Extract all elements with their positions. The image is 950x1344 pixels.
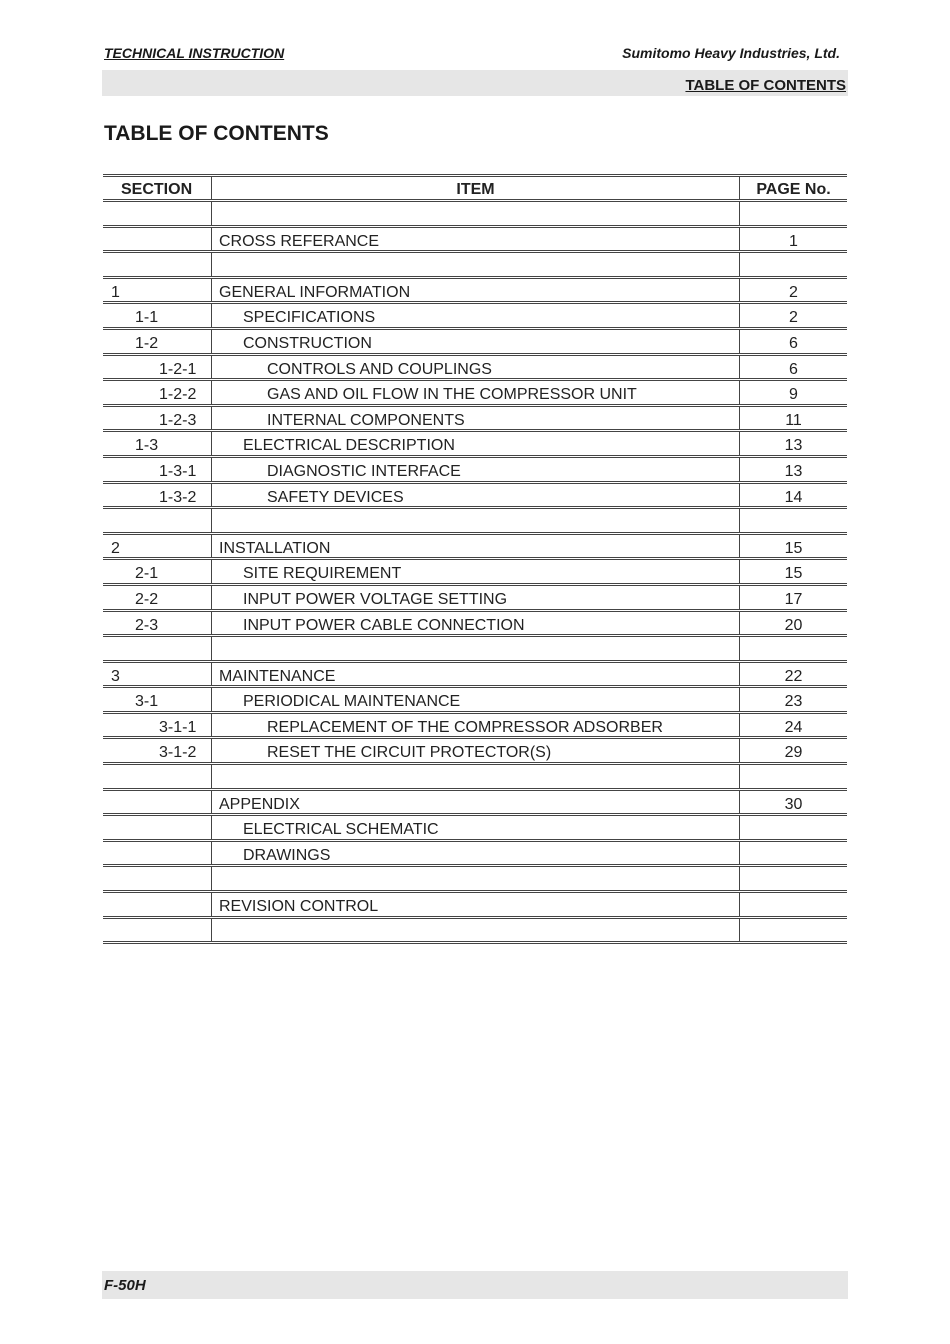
header-company: Sumitomo Heavy Industries, Ltd.	[622, 45, 840, 61]
toc-cell-item-title	[212, 228, 740, 251]
toc-cell-item-title	[212, 842, 740, 865]
toc-table	[103, 174, 847, 944]
toc-page-number: 14	[784, 488, 803, 506]
toc-row	[103, 381, 847, 407]
toc-cell-section-number	[103, 714, 212, 737]
toc-cell-section-number	[103, 688, 212, 711]
toc-cell-page-number	[740, 765, 847, 788]
toc-section-number: 3-1-1	[159, 718, 197, 736]
toc-section-number: 1-1	[135, 309, 159, 327]
toc-row	[103, 714, 847, 740]
toc-item-title: SAFETY DEVICES	[267, 488, 404, 506]
toc-item-title: MAINTENANCE	[219, 667, 336, 685]
toc-cell-item-title	[212, 304, 740, 327]
toc-cell-item-title	[212, 688, 740, 711]
toc-cell-item-title	[212, 791, 740, 814]
toc-cell-page-number	[740, 381, 847, 404]
toc-cell-item-title	[212, 509, 740, 532]
toc-page-number: 23	[784, 693, 803, 711]
toc-section-number: 1-2-2	[159, 386, 197, 404]
toc-cell-page-number	[740, 253, 847, 276]
toc-item-title: INSTALLATION	[219, 539, 331, 557]
toc-row	[103, 279, 847, 305]
toc-page-number: 29	[784, 744, 803, 762]
toc-page-number: 24	[784, 718, 803, 736]
toc-page-number: 9	[789, 386, 798, 404]
toc-row	[103, 612, 847, 638]
toc-item-title: CONTROLS AND COUPLINGS	[267, 360, 492, 378]
toc-item-title: CONSTRUCTION	[243, 334, 372, 352]
toc-cell-section-number	[103, 253, 212, 276]
toc-cell-page-number	[740, 688, 847, 711]
toc-page-number: 17	[784, 590, 803, 608]
toc-row	[103, 304, 847, 330]
header-band-label: TABLE OF CONTENTS	[685, 77, 846, 94]
toc-cell-item-title	[212, 560, 740, 583]
toc-item-title: DIAGNOSTIC INTERFACE	[267, 462, 461, 480]
toc-row	[103, 893, 847, 919]
toc-page-number: 2	[789, 309, 798, 327]
toc-cell-page-number	[740, 612, 847, 635]
toc-cell-page-number	[740, 560, 847, 583]
toc-item-title: INTERNAL COMPONENTS	[267, 411, 465, 429]
toc-section-number: 1	[111, 283, 120, 301]
toc-cell-section-number	[103, 381, 212, 404]
toc-cell-page-number	[740, 714, 847, 737]
toc-cell-section-number	[103, 791, 212, 814]
toc-item-title: INPUT POWER CABLE CONNECTION	[243, 616, 525, 634]
toc-cell-item-title	[212, 867, 740, 890]
toc-row	[103, 253, 847, 279]
toc-row	[103, 842, 847, 868]
toc-item-title: RESET THE CIRCUIT PROTECTOR(S)	[267, 744, 552, 762]
toc-section-number: 2-1	[135, 565, 159, 583]
toc-row	[103, 765, 847, 791]
toc-page-number: 6	[789, 360, 798, 378]
toc-cell-section-number	[103, 816, 212, 839]
toc-item-title: GAS AND OIL FLOW IN THE COMPRESSOR UNIT	[267, 386, 637, 404]
toc-cell-section-number	[103, 535, 212, 558]
toc-cell-section-number	[103, 663, 212, 686]
toc-item-title: INPUT POWER VOLTAGE SETTING	[243, 590, 508, 608]
toc-item-title: PERIODICAL MAINTENANCE	[243, 693, 461, 711]
toc-cell-item-title	[212, 714, 740, 737]
toc-item-title: REVISION CONTROL	[219, 898, 379, 916]
toc-cell-page-number	[740, 279, 847, 302]
toc-item-title: CROSS REFERANCE	[219, 232, 380, 250]
toc-row	[103, 688, 847, 714]
toc-cell-section-number	[103, 330, 212, 353]
header-band	[102, 70, 848, 96]
toc-cell-page-number	[740, 816, 847, 839]
toc-cell-section-number	[103, 202, 212, 225]
toc-cell-item-title	[212, 586, 740, 609]
toc-cell-section-number	[103, 407, 212, 430]
toc-cell-page-number	[740, 484, 847, 507]
toc-page-number: 13	[784, 462, 803, 480]
toc-page-number: 20	[784, 616, 803, 634]
toc-cell-section-number	[103, 304, 212, 327]
toc-cell-page-number	[740, 330, 847, 353]
column-header-page: PAGE No.	[756, 181, 831, 198]
toc-cell-section-number	[103, 432, 212, 455]
toc-row	[103, 356, 847, 382]
toc-cell-page-number	[740, 842, 847, 865]
toc-cell-page-number	[740, 739, 847, 762]
toc-item-title: SPECIFICATIONS	[243, 309, 376, 327]
toc-row	[103, 791, 847, 817]
toc-cell-item-title	[212, 432, 740, 455]
toc-cell-page-number	[740, 586, 847, 609]
toc-cell-item-title	[212, 739, 740, 762]
toc-cell-page-number	[740, 535, 847, 558]
toc-row	[103, 484, 847, 510]
toc-page-number: 22	[784, 667, 803, 685]
toc-page-number: 11	[785, 411, 802, 429]
toc-cell-page-number	[740, 663, 847, 686]
toc-item-title: DRAWINGS	[243, 846, 331, 864]
toc-cell-section-number	[103, 228, 212, 251]
toc-row	[103, 637, 847, 663]
toc-cell-section-number	[103, 279, 212, 302]
toc-cell-page-number	[740, 791, 847, 814]
toc-item-title: ELECTRICAL SCHEMATIC	[243, 821, 439, 839]
toc-cell-item-title	[212, 253, 740, 276]
toc-cell-section-number	[103, 586, 212, 609]
toc-cell-page-number	[740, 407, 847, 430]
toc-section-number: 1-3-1	[159, 462, 197, 480]
toc-cell-item-title	[212, 202, 740, 225]
toc-row	[103, 816, 847, 842]
toc-page-number: 1	[789, 232, 798, 250]
toc-cell-page-number	[740, 919, 847, 942]
toc-row	[103, 407, 847, 433]
toc-row	[103, 432, 847, 458]
toc-cell-page-number	[740, 432, 847, 455]
toc-section-number: 1-3	[135, 437, 159, 455]
toc-cell-item-title	[212, 919, 740, 942]
footer-band	[102, 1271, 848, 1299]
toc-cell-item-title	[212, 381, 740, 404]
toc-cell-page-number	[740, 458, 847, 481]
toc-item-title: APPENDIX	[219, 795, 300, 813]
toc-cell-item-title	[212, 458, 740, 481]
toc-section-number: 2-3	[135, 616, 159, 634]
header-doc-type: TECHNICAL INSTRUCTION	[104, 45, 285, 61]
toc-row	[103, 663, 847, 689]
toc-page-number: 6	[789, 334, 798, 352]
toc-cell-section-number	[103, 765, 212, 788]
toc-item-title: REPLACEMENT OF THE COMPRESSOR ADSORBER	[267, 718, 663, 736]
toc-row	[103, 509, 847, 535]
toc-cell-section-number	[103, 484, 212, 507]
toc-row	[103, 202, 847, 228]
toc-row	[103, 330, 847, 356]
toc-cell-section-number	[103, 637, 212, 660]
toc-cell-section-number	[103, 842, 212, 865]
toc-cell-item-title	[212, 637, 740, 660]
toc-item-title: ELECTRICAL DESCRIPTION	[243, 437, 455, 455]
toc-cell-item-title	[212, 356, 740, 379]
toc-cell-item-title	[212, 279, 740, 302]
toc-cell-item-title	[212, 663, 740, 686]
toc-row	[103, 228, 847, 254]
toc-section-number: 1-3-2	[159, 488, 197, 506]
toc-cell-section-number	[103, 356, 212, 379]
toc-item-title: SITE REQUIREMENT	[243, 565, 402, 583]
toc-cell-section-number	[103, 867, 212, 890]
toc-cell-section-number	[103, 919, 212, 942]
toc-cell-section-number	[103, 509, 212, 532]
toc-cell-item-title	[212, 893, 740, 916]
toc-cell-item-title	[212, 612, 740, 635]
toc-section-number: 1-2	[135, 334, 159, 352]
toc-row	[103, 919, 847, 945]
toc-cell-item-title	[212, 535, 740, 558]
toc-section-number: 2	[111, 539, 120, 557]
toc-row	[103, 586, 847, 612]
toc-section-number: 3-1-2	[159, 744, 197, 762]
toc-header-row	[103, 174, 847, 202]
toc-item-title: GENERAL INFORMATION	[219, 283, 411, 301]
footer-model-label: F-50H	[104, 1277, 146, 1294]
column-header-item: ITEM	[456, 181, 495, 198]
toc-row	[103, 867, 847, 893]
toc-cell-page-number	[740, 893, 847, 916]
toc-cell-page-number	[740, 202, 847, 225]
toc-cell-item-title	[212, 765, 740, 788]
toc-cell-section-number	[103, 458, 212, 481]
toc-page-number: 30	[784, 795, 803, 813]
toc-section-number: 3	[111, 667, 120, 685]
toc-section-number: 1-2-1	[159, 360, 197, 378]
toc-cell-item-title	[212, 484, 740, 507]
toc-cell-section-number	[103, 560, 212, 583]
toc-cell-section-number	[103, 612, 212, 635]
toc-page-number: 15	[784, 565, 803, 583]
toc-row	[103, 535, 847, 561]
toc-cell-page-number	[740, 637, 847, 660]
toc-page-number: 15	[784, 539, 803, 557]
toc-row	[103, 739, 847, 765]
toc-cell-item-title	[212, 330, 740, 353]
toc-row	[103, 560, 847, 586]
column-header-section: SECTION	[121, 181, 193, 198]
toc-cell-item-title	[212, 816, 740, 839]
toc-cell-page-number	[740, 304, 847, 327]
toc-page-number: 13	[784, 437, 803, 455]
toc-cell-section-number	[103, 893, 212, 916]
toc-section-number: 2-2	[135, 590, 159, 608]
toc-cell-item-title	[212, 407, 740, 430]
toc-cell-page-number	[740, 867, 847, 890]
toc-cell-page-number	[740, 228, 847, 251]
toc-page-number: 2	[789, 283, 798, 301]
toc-section-number: 3-1	[135, 693, 159, 711]
page-title: TABLE OF CONTENTS	[104, 122, 329, 145]
toc-cell-page-number	[740, 509, 847, 532]
toc-cell-page-number	[740, 356, 847, 379]
toc-cell-section-number	[103, 739, 212, 762]
toc-row	[103, 458, 847, 484]
toc-section-number: 1-2-3	[159, 411, 197, 429]
